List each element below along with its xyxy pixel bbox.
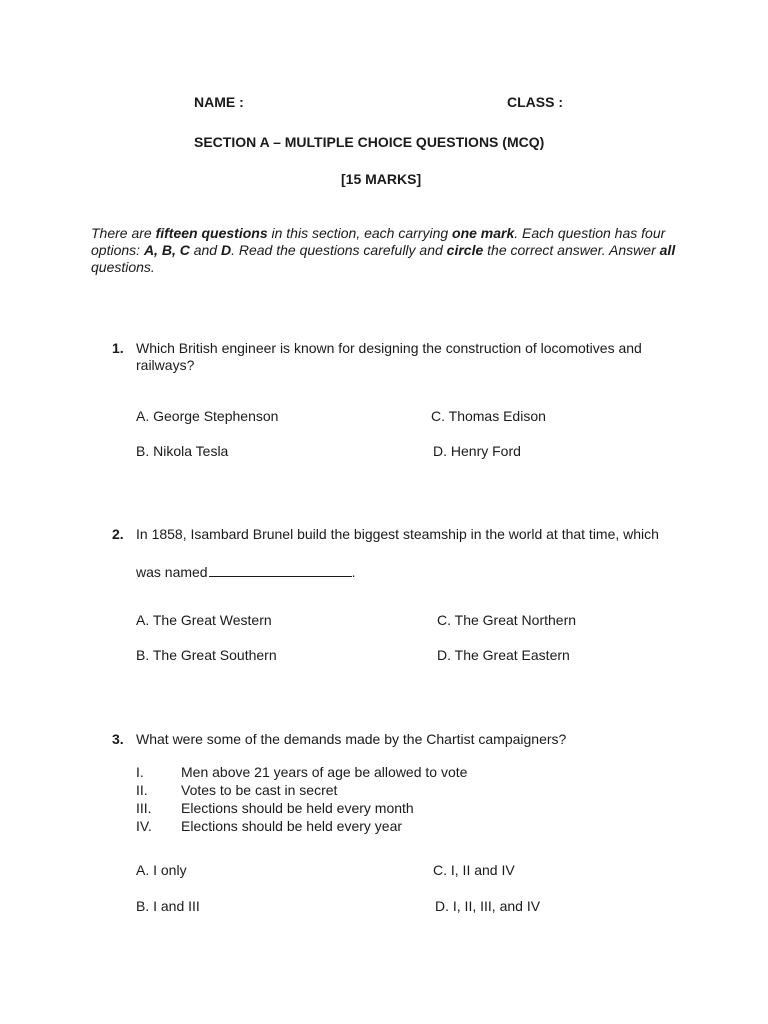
instr-text: There are bbox=[91, 225, 156, 241]
question-text-part: was named bbox=[136, 564, 208, 580]
question-number: 3. bbox=[112, 731, 124, 747]
option-a[interactable]: A. I only bbox=[136, 862, 187, 878]
option-b[interactable]: B. The Great Southern bbox=[136, 647, 277, 663]
option-d[interactable]: D. Henry Ford bbox=[433, 443, 521, 459]
statement-text: Elections should be held every year bbox=[181, 818, 403, 834]
statement-numeral: III. bbox=[136, 800, 152, 816]
option-b[interactable]: B. I and III bbox=[136, 898, 200, 914]
option-b[interactable]: B. Nikola Tesla bbox=[136, 443, 229, 459]
statement-numeral: II. bbox=[136, 782, 148, 798]
instr-bold: all bbox=[659, 242, 676, 258]
instr-bold: circle bbox=[446, 242, 484, 258]
question-text: What were some of the demands made by the Chartist campaigners? bbox=[136, 731, 567, 747]
question-text-part: . bbox=[351, 564, 356, 580]
section-title: SECTION A – MULTIPLE CHOICE QUESTIONS (MCQ) bbox=[194, 134, 545, 150]
option-c[interactable]: C. The Great Northern bbox=[437, 612, 577, 628]
instr-text: the correct answer. Answer bbox=[483, 242, 660, 258]
question-text: Which British engineer is known for designing the construction of locomotives and railways? bbox=[136, 340, 642, 373]
option-d[interactable]: D. I, II, III, and IV bbox=[435, 898, 541, 914]
question-number: 2. bbox=[112, 526, 124, 542]
question-number: 1. bbox=[112, 340, 124, 356]
option-a[interactable]: A. The Great Western bbox=[136, 612, 272, 628]
instructions bbox=[91, 225, 681, 276]
marks-label: [15 MARKS] bbox=[341, 171, 422, 187]
instr-bold: A, B, C bbox=[143, 242, 190, 258]
question-text: In 1858, Isambard Brunel build the biggest steamship in the world at that time, which bbox=[136, 526, 659, 542]
statement-numeral: IV. bbox=[136, 818, 152, 834]
statement-text: Votes to be cast in secret bbox=[181, 782, 338, 798]
instr-bold: one mark bbox=[452, 225, 515, 241]
option-a[interactable]: A. George Stephenson bbox=[136, 408, 279, 424]
instr-text: questions. bbox=[91, 259, 155, 275]
option-c[interactable]: C. Thomas Edison bbox=[431, 408, 546, 424]
class-label: CLASS : bbox=[507, 94, 563, 110]
question-text-line2 bbox=[136, 563, 355, 581]
name-label: NAME : bbox=[194, 94, 244, 110]
instr-bold: fifteen questions bbox=[155, 225, 268, 241]
option-d[interactable]: D. The Great Eastern bbox=[437, 647, 570, 663]
instr-text: in this section, each carrying bbox=[267, 225, 453, 241]
instr-text: . Each question has four options: bbox=[91, 225, 666, 258]
instr-text: . Read the questions carefully and bbox=[231, 242, 447, 258]
statement-numeral: I. bbox=[136, 764, 144, 780]
statement-text: Men above 21 years of age be allowed to vote bbox=[181, 764, 468, 780]
statement-text: Elections should be held every month bbox=[181, 800, 414, 816]
instr-bold: D bbox=[220, 242, 232, 258]
answer-blank[interactable] bbox=[209, 563, 352, 577]
option-c[interactable]: C. I, II and IV bbox=[433, 862, 515, 878]
instr-text: and bbox=[189, 242, 221, 258]
